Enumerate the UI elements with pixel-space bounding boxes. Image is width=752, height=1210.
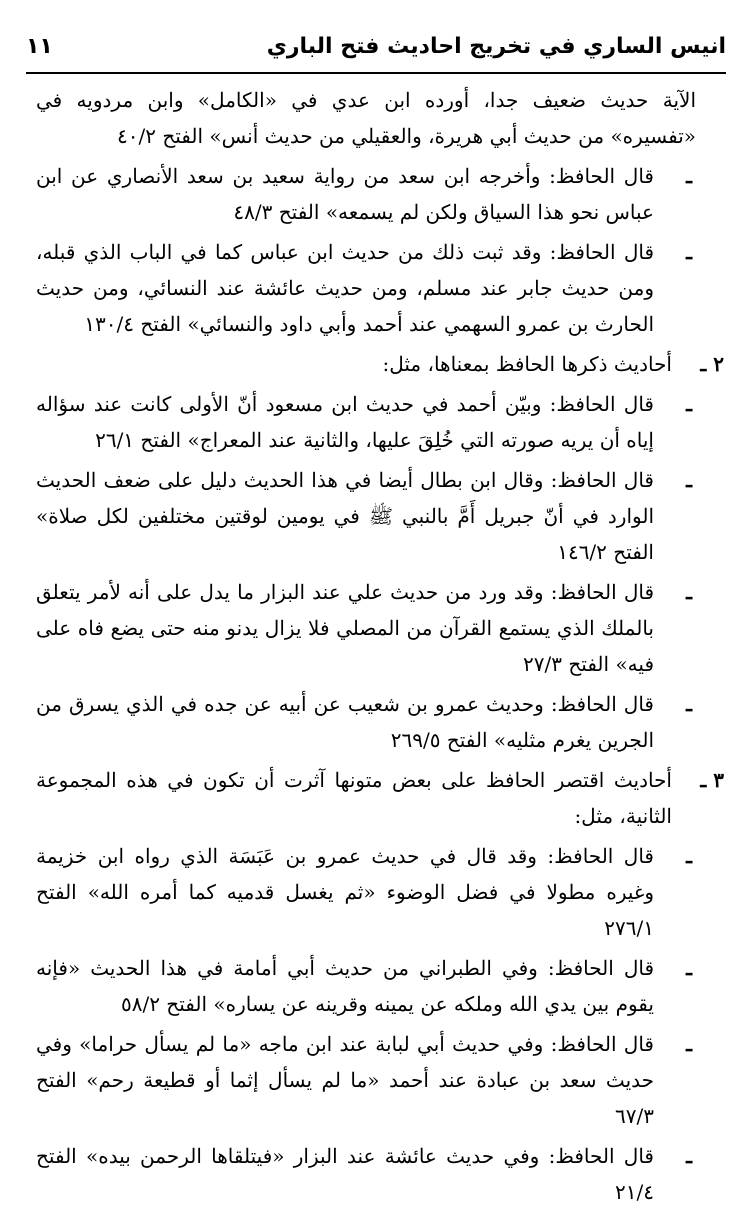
list-item bbox=[36, 462, 724, 570]
item-text: قال الحافظ: وفي حديث عائشة عند البزار «فيتلقاها الرحمن بيده» الفتح ٢١/٤ bbox=[36, 1144, 654, 1204]
page-header bbox=[26, 26, 726, 66]
item-text: قال الحافظ: وقال ابن بطال أيضا في هذا الحديث دليل على ضعف الحديث الوارد في أنّ جبريل أَمَّ بالنبي ﷺ في يومين لوقتين مختلفين لكل صلاة» الفتح ١٤٦/٢ bbox=[36, 468, 654, 564]
number-marker: ٢ ـ bbox=[700, 352, 724, 376]
number-marker: ٣ ـ bbox=[700, 768, 724, 792]
item-text: أحاديث ذكرها الحافظ بمعناها، مثل: bbox=[382, 352, 672, 376]
list-item bbox=[36, 838, 724, 946]
numbered-item-3 bbox=[36, 762, 724, 834]
bullet-marker: ـ bbox=[686, 956, 692, 980]
item-text: قال الحافظ: وفي الطبراني من حديث أبي أمامة في هذا الحديث «فإنه يقوم بين يدي الله وملكه عن يمينه وقرينه عن يساره» الفتح ٥٨/٢ bbox=[36, 956, 655, 1016]
list-item bbox=[36, 386, 724, 458]
list-item bbox=[36, 1026, 724, 1134]
bullet-marker: ـ bbox=[686, 392, 692, 416]
bullet-marker: ـ bbox=[686, 164, 692, 188]
header-divider bbox=[26, 72, 726, 74]
page-body bbox=[36, 82, 724, 1210]
item-text: أحاديث اقتصر الحافظ على بعض متونها آثرت أن تكون في هذه المجموعة الثانية، مثل: bbox=[36, 768, 672, 828]
bullet-marker: ـ bbox=[686, 580, 692, 604]
item-text: قال الحافظ: وقد ورد من حديث علي عند البزار ما يدل على أنه لأمر يتعلق بالملك الذي يستمع القرآن من المصلي فلا يزال يدنو منه حتى يضع فاه على فيه» الفتح ٢٧/٣ bbox=[36, 580, 654, 676]
bullet-marker: ـ bbox=[686, 1032, 692, 1056]
item-text: قال الحافظ: وحديث عمرو بن شعيب عن أبيه عن جده في الذي يسرق من الجرين يغرم مثليه» الفتح ٢٦٩/٥ bbox=[36, 692, 654, 752]
bullet-marker: ـ bbox=[686, 692, 692, 716]
bullet-marker: ـ bbox=[686, 468, 692, 492]
list-item bbox=[36, 686, 724, 758]
list-item bbox=[36, 574, 724, 682]
bullet-marker: ـ bbox=[686, 844, 692, 868]
list-item bbox=[36, 950, 724, 1022]
item-text: قال الحافظ: وفي حديث أبي لبابة عند ابن ماجه «ما لم يسأل حراما» وفي حديث سعد بن عبادة عند أحمد «ما لم يسأل إثما أو قطيعة رحم» الفتح ٦٧/٣ bbox=[36, 1032, 654, 1128]
item-text: قال الحافظ: وبيّن أحمد في حديث ابن مسعود أنّ الأولى كانت عند سؤاله إياه أن يريه صورته التي خُلِقَ عليها، والثانية عند المعراج» الفتح ٢٦/١ bbox=[36, 392, 654, 452]
intro-paragraph: الآية حديث ضعيف جدا، أورده ابن عدي في «الكامل» وابن مردويه في «تفسيره» من حديث أبي هريرة، والعقيلي من حديث أنس» الفتح ٤٠/٢ bbox=[36, 88, 696, 148]
list-item bbox=[36, 234, 724, 342]
list-item bbox=[36, 1138, 724, 1210]
item-text: قال الحافظ: وقد قال في حديث عمرو بن عَبَسَة الذي رواه ابن خزيمة وغيره مطولا في فضل الوضوء «ثم يغسل قدميه كما أمره الله» الفتح ٢٧٦/١ bbox=[36, 844, 655, 940]
item-text: قال الحافظ: وأخرجه ابن سعد من رواية سعيد بن سعد الأنصاري عن ابن عباس نحو هذا السياق ولكن لم يسمعه» الفتح ٤٨/٣ bbox=[36, 164, 654, 224]
bullet-marker: ـ bbox=[686, 240, 692, 264]
running-title: انيس الساري في تخريج احاديث فتح الباري bbox=[266, 33, 726, 59]
page-number: ١١ bbox=[26, 33, 53, 59]
bullet-marker: ـ bbox=[686, 1144, 692, 1168]
item-text: قال الحافظ: وقد ثبت ذلك من حديث ابن عباس كما في الباب الذي قبله، ومن حديث جابر عند مسلم، ومن حديث عائشة عند النسائي، ومن حديث الحارث بن عمرو السهمي عند أحمد وأبي داود والنسائي» الفتح ١٣٠/٤ bbox=[36, 240, 654, 336]
numbered-item-2 bbox=[36, 346, 724, 382]
list-item bbox=[36, 158, 724, 230]
